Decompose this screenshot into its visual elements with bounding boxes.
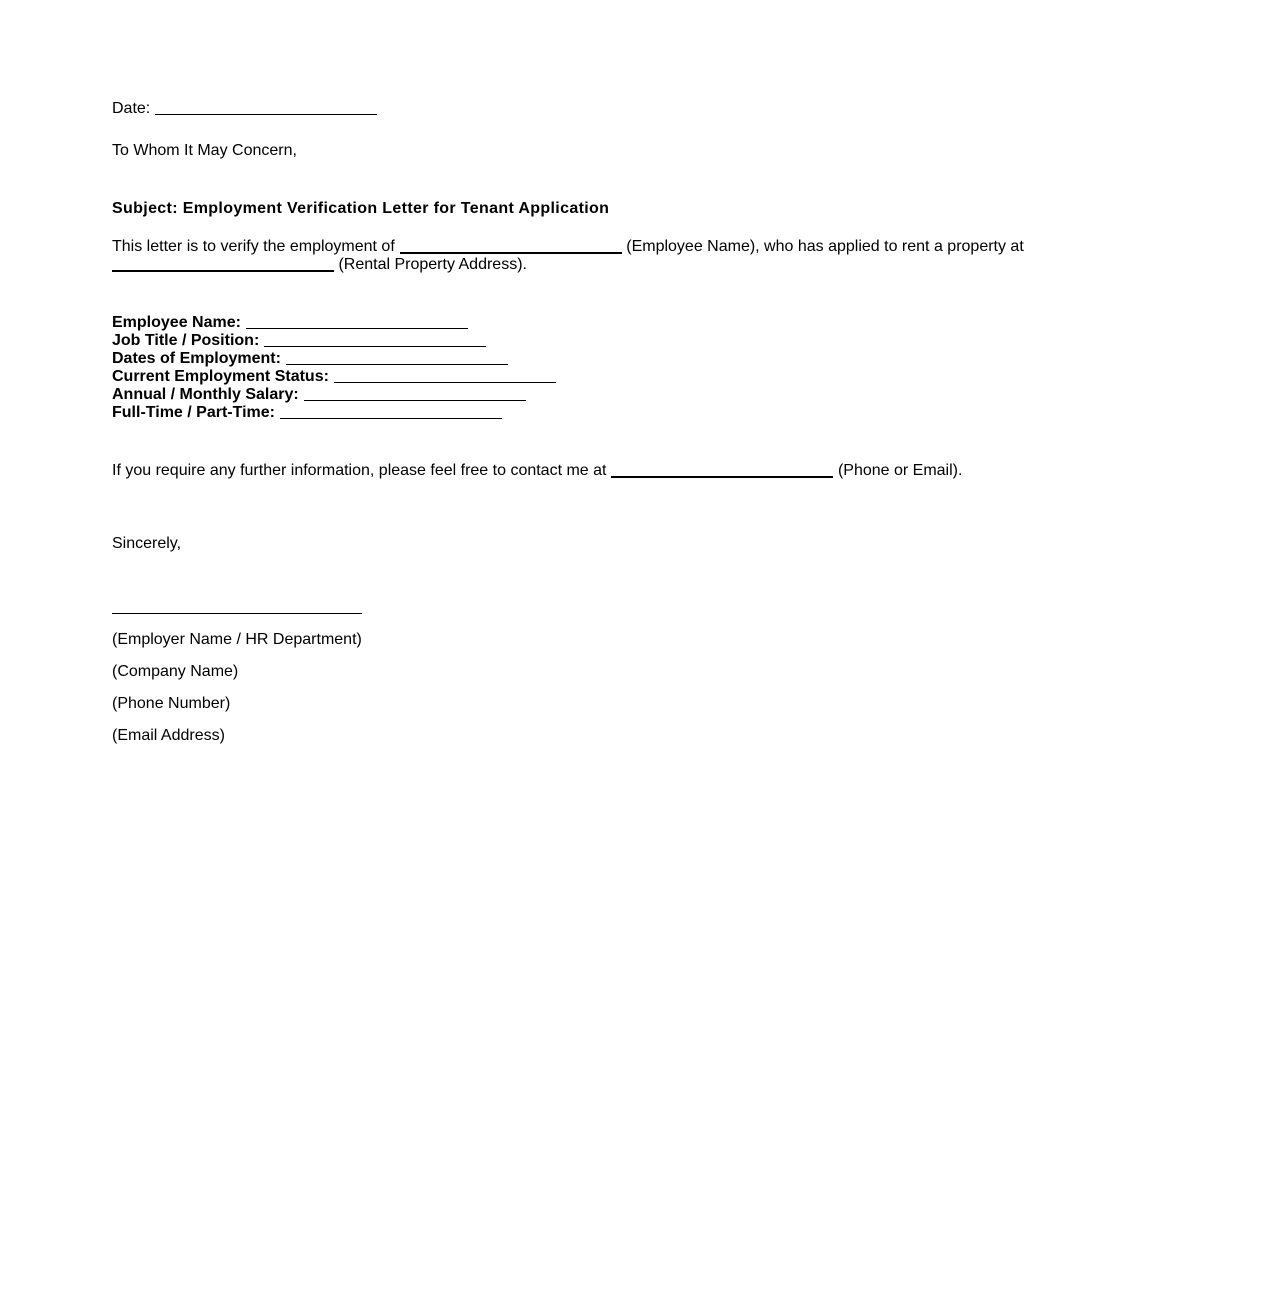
field-blank[interactable] — [280, 417, 502, 419]
employee-name-blank[interactable] — [400, 251, 622, 254]
field-blank[interactable] — [246, 327, 468, 329]
salutation: To Whom It May Concern, — [112, 142, 297, 159]
field-blank[interactable] — [264, 345, 486, 347]
date-blank[interactable] — [155, 113, 377, 115]
subject-heading: Subject: Employment Verification Letter for Tenant Application — [112, 200, 610, 217]
signature-line[interactable] — [112, 613, 362, 614]
field-salary — [112, 386, 526, 404]
contact-blank[interactable] — [611, 475, 833, 478]
body-paragraph-line-2 — [112, 256, 527, 274]
closing: Sincerely, — [112, 535, 182, 552]
signature-company-name: (Company Name) — [112, 663, 239, 680]
field-label: Current Employment Status: — [112, 368, 329, 385]
field-label: Full-Time / Part-Time: — [112, 404, 275, 421]
field-job-title — [112, 332, 486, 350]
field-label: Employee Name: — [112, 314, 241, 331]
signature-employer-name: (Employer Name / HR Department) — [112, 631, 362, 648]
field-full-part-time — [112, 404, 502, 422]
contact-text-2: (Phone or Email). — [837, 462, 963, 479]
signature-email-address: (Email Address) — [112, 727, 225, 744]
body-paragraph-line-1 — [112, 238, 1024, 256]
body-text-1: This letter is to verify the employment of — [112, 238, 395, 255]
field-label: Dates of Employment: — [112, 350, 281, 367]
field-blank[interactable] — [286, 363, 508, 365]
field-label: Annual / Monthly Salary: — [112, 386, 299, 403]
contact-paragraph — [112, 462, 962, 480]
body-text-2: (Employee Name), who has applied to rent a property at — [626, 238, 1024, 255]
rental-address-blank[interactable] — [112, 269, 334, 272]
body-text-3: (Rental Property Address). — [338, 256, 527, 273]
field-label: Job Title / Position: — [112, 332, 260, 349]
field-blank[interactable] — [334, 381, 556, 383]
field-blank[interactable] — [304, 399, 526, 401]
signature-phone-number: (Phone Number) — [112, 695, 231, 712]
field-dates-of-employment — [112, 350, 508, 368]
field-employment-status — [112, 368, 556, 386]
field-employee-name — [112, 314, 468, 332]
contact-text-1: If you require any further information, please feel free to contact me at — [112, 462, 607, 479]
date-label: Date: — [112, 100, 151, 117]
date-line — [112, 100, 377, 118]
